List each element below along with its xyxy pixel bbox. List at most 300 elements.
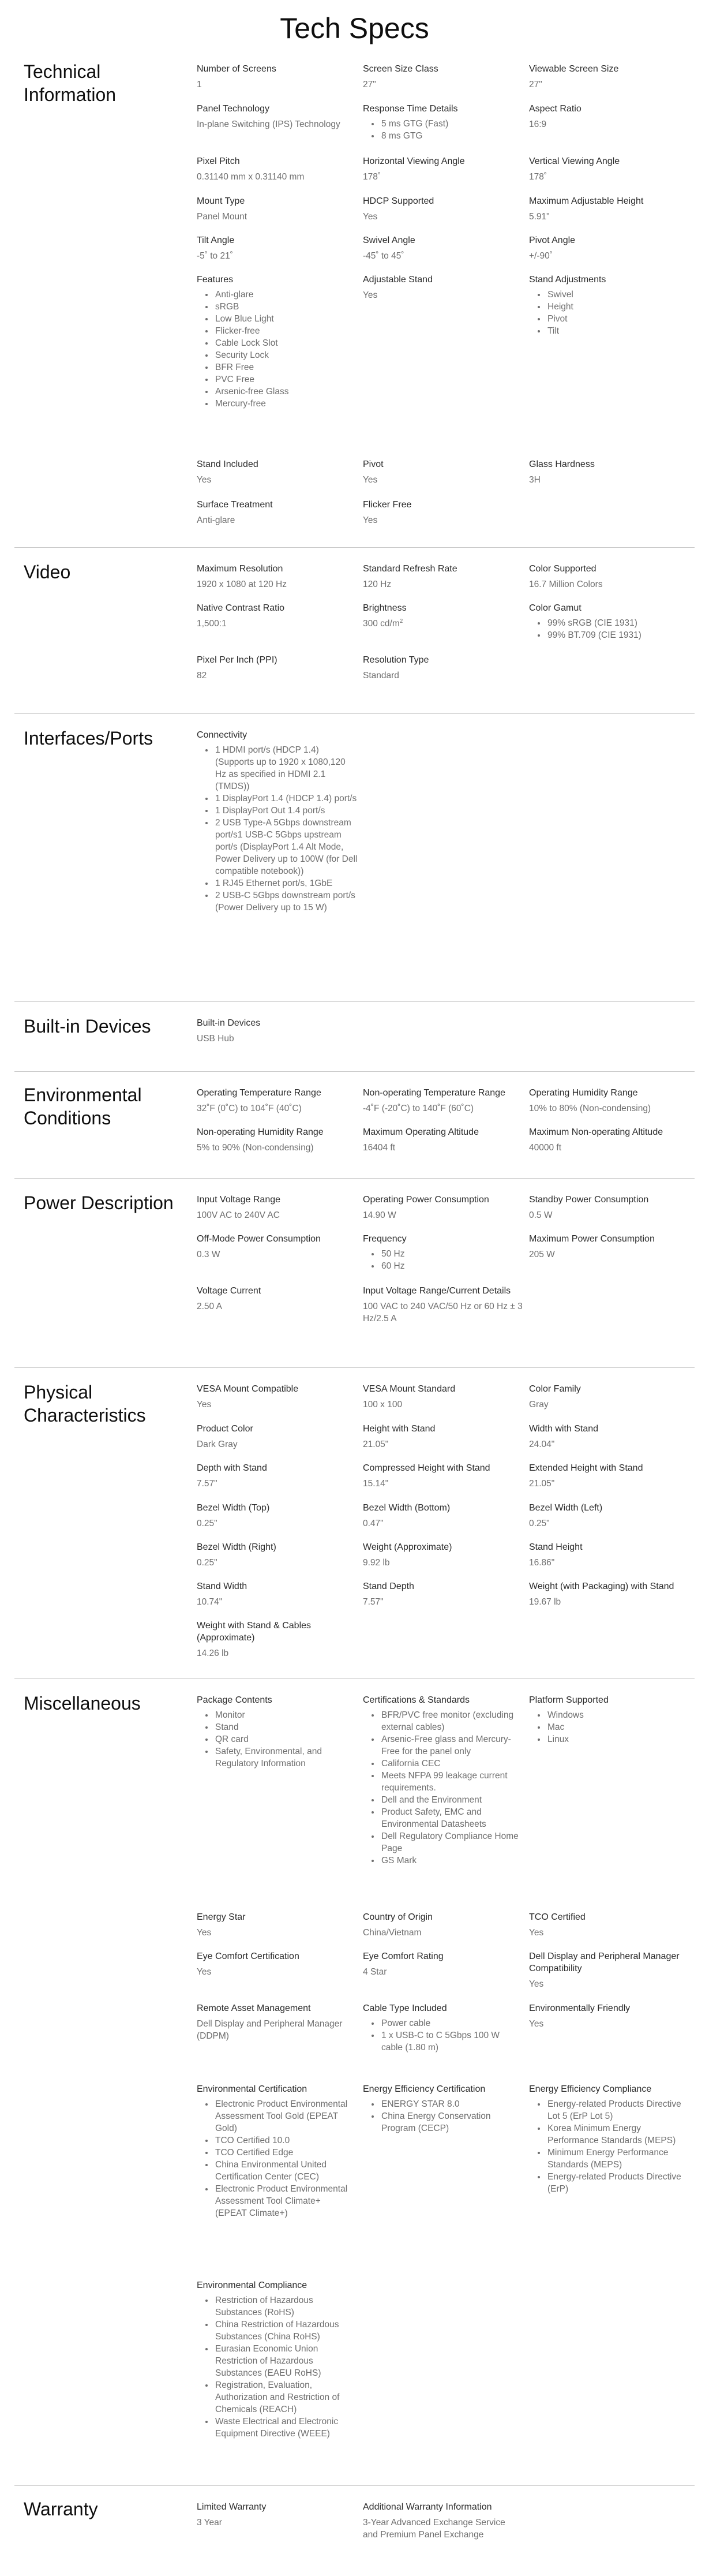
spec-value-list (529, 289, 691, 337)
list-item: • Stand (214, 1721, 347, 1733)
list-item: • Safety, Environmental, and Regulatory Information (214, 1745, 347, 1770)
spec-horizontal-viewing-angle (363, 155, 524, 183)
spec-mount-type (197, 195, 358, 223)
page-title: Tech Specs (280, 12, 429, 44)
spec-weight-with-cables (197, 1620, 347, 1659)
spec-label: Operating Humidity Range (529, 1088, 638, 1098)
spec-value: 21.05" (529, 1479, 555, 1489)
spec-value: Yes (529, 1928, 544, 1938)
spec-operating-humidity (529, 1087, 691, 1115)
spec-label: Weight with Stand & Cables (Approximate) (197, 1621, 312, 1643)
spec-value (363, 618, 524, 630)
spec-resolution-type (363, 654, 524, 682)
list-item: • Mac (546, 1721, 691, 1733)
spec-label: Eye Comfort Rating (363, 1951, 444, 1961)
spec-value: Anti-glare (197, 515, 235, 525)
spec-eye-comfort-rating (363, 1950, 524, 1978)
spec-value: 0.5 W (529, 1210, 553, 1220)
spec-dell-manager-compatibility (529, 1950, 691, 1990)
spec-value-list (197, 2294, 358, 2440)
spec-label: TCO Certified (529, 1912, 586, 1922)
spec-tco-certified (529, 1911, 691, 1939)
spec-label: Operating Power Consumption (363, 1195, 489, 1205)
spec-additional-warranty (363, 2501, 519, 2541)
spec-label: Adjustable Stand (363, 275, 433, 285)
spec-depth-with-stand (197, 1462, 358, 1490)
spec-value: 27" (529, 80, 542, 89)
spec-non-operating-temperature (363, 1087, 524, 1115)
spec-label: Pivot Angle (529, 235, 576, 245)
list-item: • China Energy Conservation Program (CECP) (380, 2110, 524, 2134)
spec-cable-type-included (363, 2002, 524, 2054)
spec-certifications-standards (363, 1694, 524, 1867)
spec-value-list (363, 1709, 519, 1867)
list-item: • Swivel (546, 289, 691, 301)
spec-pixel-pitch (197, 155, 358, 183)
spec-remote-asset-management (197, 2002, 358, 2042)
spec-label: Built-in Devices (197, 1018, 261, 1028)
spec-non-operating-humidity (197, 1126, 358, 1154)
spec-label: Maximum Non-operating Altitude (529, 1127, 663, 1137)
spec-value: +/-90˚ (529, 251, 553, 261)
spec-value-list (197, 1709, 347, 1770)
list-item: • Electronic Product Environmental Assessment Tool Climate+ (EPEAT Climate+) (214, 2183, 352, 2219)
spec-label: Color Supported (529, 564, 597, 574)
brightness-unit-exponent: 2 (399, 618, 403, 625)
spec-value-list (363, 2017, 519, 2054)
spec-label: Input Voltage Range/Current Details (363, 1286, 511, 1296)
spec-value: 100V AC to 240V AC (197, 1210, 280, 1220)
spec-label: Energy Star (197, 1912, 246, 1922)
spec-value: 1920 x 1080 at 120 Hz (197, 579, 287, 589)
spec-value: Dell Display and Peripheral Manager (DDPM) (197, 2019, 343, 2041)
spec-label: Environmentally Friendly (529, 2003, 631, 2013)
list-item: • California CEC (380, 1758, 519, 1770)
spec-value: USB Hub (197, 1034, 234, 1044)
list-item: • Electronic Product Environmental Assessment Tool Gold (EPEAT Gold) (214, 2098, 352, 2134)
spec-value: 5% to 90% (Non-condensing) (197, 1143, 314, 1153)
spec-environmental-compliance (197, 2279, 358, 2440)
spec-label: Pixel Pitch (197, 156, 240, 166)
spec-label: Tilt Angle (197, 235, 235, 245)
list-item: • Korea Minimum Energy Performance Standards (MEPS) (546, 2122, 691, 2147)
spec-input-voltage (197, 1194, 358, 1221)
spec-max-operating-altitude (363, 1126, 524, 1154)
spec-response-time (363, 103, 524, 142)
spec-number-of-screens (197, 63, 358, 91)
spec-label: Standby Power Consumption (529, 1195, 649, 1205)
spec-value: Gray (529, 1400, 549, 1409)
list-item: • Eurasian Economic Union Restriction of Hazardous Substances (EAEU RoHS) (214, 2343, 358, 2379)
list-item: • Tilt (546, 325, 691, 337)
spec-label: Mount Type (197, 196, 245, 206)
spec-platform-supported (529, 1694, 691, 1745)
spec-value: 14.26 lb (197, 1648, 229, 1658)
section-title: Built-in Devices (24, 1016, 151, 1037)
list-item: • 1 DisplayPort 1.4 (HDCP 1.4) port/s (214, 792, 358, 805)
spec-label: Stand Included (197, 459, 258, 469)
spec-vesa-compatible (197, 1383, 358, 1411)
spec-label: Color Gamut (529, 603, 582, 613)
spec-label: Compressed Height with Stand (363, 1463, 490, 1473)
spec-label: Bezel Width (Bottom) (363, 1503, 451, 1513)
list-item: • Flicker-free (214, 325, 358, 337)
list-item: • Restriction of Hazardous Substances (RoHS) (214, 2294, 358, 2319)
list-item: • Energy-related Products Directive Lot 5 (ErP Lot 5) (546, 2098, 691, 2122)
spec-value: 3 Year (197, 2518, 222, 2528)
spec-value: 5.91" (529, 212, 550, 222)
list-item: • 5 ms GTG (Fast) (380, 118, 524, 130)
section-power-description (14, 1179, 695, 1368)
spec-value: 3-Year Advanced Exchange Service and Premium Panel Exchange (363, 2518, 505, 2540)
spec-value: Yes (529, 2019, 544, 2029)
spec-value: 0.47" (363, 1519, 384, 1528)
spec-value: 7.57" (197, 1479, 217, 1489)
spec-value: 1 (197, 80, 202, 89)
spec-value: 0.25" (197, 1519, 217, 1528)
section-title: Video (24, 562, 71, 582)
list-item: • Energy-related Products Directive (ErP) (546, 2171, 691, 2195)
spec-label: Non-operating Humidity Range (197, 1127, 324, 1137)
spec-label: Pivot (363, 459, 384, 469)
spec-label: Non-operating Temperature Range (363, 1088, 505, 1098)
spec-refresh-rate (363, 563, 524, 590)
spec-value: China/Vietnam (363, 1928, 422, 1938)
spec-color-family (529, 1383, 691, 1411)
spec-value: Yes (197, 1928, 212, 1938)
spec-value-list (197, 744, 358, 914)
spec-bezel-left (529, 1502, 691, 1530)
spec-color-supported (529, 563, 691, 590)
spec-value: 7.57" (363, 1597, 384, 1607)
list-item: • China Restriction of Hazardous Substances (China RoHS) (214, 2319, 358, 2343)
spec-value: 19.67 lb (529, 1597, 561, 1607)
spec-features (197, 274, 358, 410)
spec-label: Weight (Approximate) (363, 1542, 452, 1552)
spec-value-list (197, 289, 358, 410)
spec-hdcp-supported (363, 195, 524, 223)
section-video (14, 548, 695, 714)
list-item: • 1 DisplayPort Out 1.4 port/s (214, 805, 358, 817)
spec-glass-hardness (529, 458, 691, 486)
spec-value: Yes (197, 475, 212, 485)
spec-energy-efficiency-certification (363, 2083, 524, 2134)
spec-label: Stand Height (529, 1542, 583, 1552)
spec-surface-treatment (197, 499, 358, 526)
spec-height-with-stand (363, 1423, 524, 1450)
list-item: • Height (546, 301, 691, 313)
spec-label: Bezel Width (Top) (197, 1503, 270, 1513)
spec-label: Native Contrast Ratio (197, 603, 285, 613)
section-title: Physical Characteristics (24, 1382, 146, 1426)
spec-value-list (197, 2098, 352, 2219)
spec-label: Package Contents (197, 1695, 272, 1705)
spec-product-color (197, 1423, 358, 1450)
spec-label: Platform Supported (529, 1695, 609, 1705)
spec-label: Resolution Type (363, 655, 429, 665)
section-title: Power Description (24, 1192, 174, 1213)
spec-label: Input Voltage Range (197, 1195, 281, 1205)
spec-value: 16:9 (529, 119, 547, 129)
spec-eye-comfort-certification (197, 1950, 358, 1978)
spec-label: Height with Stand (363, 1424, 436, 1434)
spec-label: Aspect Ratio (529, 104, 582, 114)
list-item: • China Environmental United Certification Center (CEC) (214, 2159, 352, 2183)
spec-label: Remote Asset Management (197, 2003, 311, 2013)
spec-ppi (197, 654, 358, 682)
spec-energy-star (197, 1911, 358, 1939)
spec-label: Depth with Stand (197, 1463, 267, 1473)
spec-label: Screen Size Class (363, 64, 438, 74)
spec-input-voltage-details (363, 1285, 524, 1325)
spec-label: Connectivity (197, 730, 247, 740)
spec-label: Additional Warranty Information (363, 2502, 492, 2512)
spec-bezel-right (197, 1541, 358, 1569)
spec-off-mode-power (197, 1233, 358, 1261)
list-item: • Monitor (214, 1709, 347, 1721)
section-title: Warranty (24, 2499, 98, 2519)
spec-label: Certifications & Standards (363, 1695, 470, 1705)
list-item: • TCO Certified 10.0 (214, 2134, 352, 2147)
spec-value: Yes (197, 1967, 212, 1977)
spec-tilt-angle (197, 234, 358, 262)
spec-label: Stand Adjustments (529, 275, 606, 285)
spec-extended-height (529, 1462, 691, 1490)
section-title: Technical Information (24, 61, 117, 105)
list-item: • Anti-glare (214, 289, 358, 301)
spec-viewable-screen-size (529, 63, 691, 91)
spec-label: VESA Mount Compatible (197, 1384, 299, 1394)
spec-bezel-top (197, 1502, 358, 1530)
spec-value: 0.31140 mm x 0.31140 mm (197, 172, 305, 182)
spec-label: Voltage Current (197, 1286, 261, 1296)
list-item: • 60 Hz (380, 1260, 524, 1272)
list-item: • Cable Lock Slot (214, 337, 358, 349)
list-item: • 50 Hz (380, 1248, 524, 1260)
spec-contrast-ratio (197, 602, 358, 630)
spec-label: Horizontal Viewing Angle (363, 156, 465, 166)
spec-value: 0.3 W (197, 1250, 220, 1259)
list-item: • TCO Certified Edge (214, 2147, 352, 2159)
section-environmental-conditions (14, 1072, 695, 1179)
spec-value: Panel Mount (197, 212, 247, 222)
spec-label: Stand Width (197, 1582, 247, 1591)
list-item: • Power cable (380, 2017, 519, 2029)
spec-label: Viewable Screen Size (529, 64, 619, 74)
spec-value: 100 VAC to 240 VAC/50 Hz or 60 Hz ± 3 Hz/2.5 A (363, 1302, 523, 1323)
list-item: • Product Safety, EMC and Environmental Datasheets (380, 1806, 519, 1830)
list-item: • Windows (546, 1709, 691, 1721)
spec-stand-width (197, 1580, 358, 1608)
spec-value-list (363, 2098, 524, 2134)
spec-value: Yes (363, 290, 378, 300)
spec-adjustable-stand (363, 274, 524, 301)
list-item: • 8 ms GTG (380, 130, 524, 142)
list-item: • 99% sRGB (CIE 1931) (546, 617, 691, 629)
spec-weight-approximate (363, 1541, 524, 1569)
spec-label: Flicker Free (363, 500, 412, 510)
spec-label: Brightness (363, 603, 407, 613)
spec-label: Environmental Certification (197, 2084, 307, 2094)
spec-operating-power (363, 1194, 524, 1221)
spec-label: Energy Efficiency Compliance (529, 2084, 652, 2094)
spec-value: 205 W (529, 1250, 555, 1259)
spec-connectivity (197, 729, 358, 914)
spec-stand-height (529, 1541, 691, 1569)
brightness-value: 300 cd/m (363, 619, 400, 629)
spec-environmentally-friendly (529, 2002, 691, 2030)
list-item: • Linux (546, 1733, 691, 1745)
list-item: • GS Mark (380, 1855, 519, 1867)
spec-flicker-free (363, 499, 524, 526)
spec-value-list (529, 2098, 691, 2195)
spec-built-in-devices (197, 1017, 358, 1045)
spec-label: Panel Technology (197, 104, 270, 114)
spec-value: 10.74" (197, 1597, 223, 1607)
spec-value: 14.90 W (363, 1210, 396, 1220)
spec-label: Bezel Width (Left) (529, 1503, 603, 1513)
spec-value: Yes (363, 212, 378, 222)
list-item: • sRGB (214, 301, 358, 313)
spec-value: 16404 ft (363, 1143, 396, 1153)
list-item: • Arsenic-Free glass and Mercury-Free for the panel only (380, 1733, 519, 1758)
spec-value: 16.7 Million Colors (529, 579, 603, 589)
spec-label: Swivel Angle (363, 235, 415, 245)
spec-label: Surface Treatment (197, 500, 273, 510)
spec-label: Maximum Operating Altitude (363, 1127, 479, 1137)
spec-value: 1,500:1 (197, 619, 227, 629)
spec-label: Off-Mode Power Consumption (197, 1234, 321, 1244)
section-title: Interfaces/Ports (24, 728, 153, 749)
section-built-in-devices (14, 1002, 695, 1072)
spec-value: 0.25" (197, 1558, 217, 1568)
list-item: • Minimum Energy Performance Standards (MEPS) (546, 2147, 691, 2171)
spec-panel-technology (197, 103, 358, 130)
spec-label: Country of Origin (363, 1912, 433, 1922)
spec-label: Energy Efficiency Certification (363, 2084, 486, 2094)
spec-brightness (363, 602, 524, 630)
spec-label: Operating Temperature Range (197, 1088, 321, 1098)
section-technical-information (14, 47, 695, 548)
list-item: • Dell Regulatory Compliance Home Page (380, 1830, 519, 1855)
spec-value: 10% to 80% (Non-condensing) (529, 1104, 651, 1113)
spec-label: Response Time Details (363, 104, 458, 114)
spec-operating-temperature (197, 1087, 358, 1115)
spec-value: Standard (363, 671, 399, 681)
spec-stand-depth (363, 1580, 524, 1608)
spec-value: 40000 ft (529, 1143, 562, 1153)
spec-value-list (529, 1709, 691, 1745)
spec-pivot-angle (529, 234, 691, 262)
spec-label: Maximum Power Consumption (529, 1234, 655, 1244)
spec-value: -45˚ to 45˚ (363, 251, 404, 261)
section-title: Miscellaneous (24, 1693, 141, 1714)
spec-label: Pixel Per Inch (PPI) (197, 655, 277, 665)
spec-vesa-standard (363, 1383, 524, 1411)
spec-screen-size-class (363, 63, 524, 91)
spec-value: 24.04" (529, 1440, 555, 1449)
spec-value: 16.86" (529, 1558, 555, 1568)
list-item: • Meets NFPA 99 leakage current requirements. (380, 1770, 519, 1794)
spec-value-list (363, 1248, 524, 1272)
spec-value: Yes (197, 1400, 212, 1409)
spec-label: Extended Height with Stand (529, 1463, 643, 1473)
spec-standby-power (529, 1194, 691, 1221)
spec-value: 2.50 A (197, 1302, 222, 1311)
spec-bezel-bottom (363, 1502, 524, 1530)
spec-value-list (529, 617, 691, 641)
list-item: • Dell and the Environment (380, 1794, 519, 1806)
spec-value: 0.25" (529, 1519, 550, 1528)
spec-value: Yes (363, 515, 378, 525)
spec-value: 3H (529, 475, 541, 485)
spec-max-non-operating-altitude (529, 1126, 691, 1154)
spec-value: 178˚ (529, 172, 547, 182)
spec-label: Standard Refresh Rate (363, 564, 457, 574)
spec-value: 120 Hz (363, 579, 392, 589)
list-item: • 2 USB Type-A 5Gbps downstream port/s1 USB-C 5Gbps upstream port/s (DisplayPort 1.4 Alt Mode, Power Delivery up to 100W (for Dell compatible notebook)) (214, 817, 358, 877)
section-miscellaneous (14, 1679, 695, 2486)
spec-label: Bezel Width (Right) (197, 1542, 276, 1552)
list-item: • QR card (214, 1733, 347, 1745)
spec-value: In-plane Switching (IPS) Technology (197, 119, 340, 129)
spec-package-contents (197, 1694, 358, 1770)
list-item: • 2 USB-C 5Gbps downstream port/s (Power Delivery up to 15 W) (214, 889, 358, 914)
list-item: • Low Blue Light (214, 313, 358, 325)
spec-aspect-ratio (529, 103, 691, 130)
spec-value: 9.92 lb (363, 1558, 390, 1568)
spec-max-resolution (197, 563, 358, 590)
spec-limited-warranty (197, 2501, 358, 2529)
spec-vertical-viewing-angle (529, 155, 691, 183)
list-item: • 1 x USB-C to C 5Gbps 100 W cable (1.80 m) (380, 2029, 519, 2054)
spec-label: Eye Comfort Certification (197, 1951, 299, 1961)
spec-voltage-current (197, 1285, 358, 1313)
spec-value: 15.14" (363, 1479, 389, 1489)
section-warranty (14, 2486, 695, 2561)
spec-label: Maximum Resolution (197, 564, 283, 574)
spec-label: Dell Display and Peripheral Manager Compatibility (529, 1951, 680, 1973)
list-item: • Security Lock (214, 349, 358, 361)
spec-label: Limited Warranty (197, 2502, 267, 2512)
spec-environmental-certification (197, 2083, 358, 2219)
spec-stand-adjustments (529, 274, 691, 337)
spec-swivel-angle (363, 234, 524, 262)
spec-width-with-stand (529, 1423, 691, 1450)
spec-label: Frequency (363, 1234, 407, 1244)
spec-value: 21.05" (363, 1440, 389, 1449)
spec-value: Yes (529, 1979, 544, 1989)
list-item: • Mercury-free (214, 398, 358, 410)
list-item: • 99% BT.709 (CIE 1931) (546, 629, 691, 641)
spec-label: Number of Screens (197, 64, 276, 74)
spec-label: VESA Mount Standard (363, 1384, 456, 1394)
list-item: • PVC Free (214, 373, 358, 386)
spec-color-gamut (529, 602, 691, 641)
list-item: • ENERGY STAR 8.0 (380, 2098, 524, 2110)
spec-value: 82 (197, 671, 207, 681)
section-physical-characteristics (14, 1368, 695, 1679)
spec-label: Stand Depth (363, 1582, 414, 1591)
list-item: • Registration, Evaluation, Authorization and Restriction of Chemicals (REACH) (214, 2379, 358, 2416)
spec-stand-included (197, 458, 358, 486)
list-item: • Arsenic-free Glass (214, 386, 358, 398)
spec-value: Yes (363, 475, 378, 485)
spec-label: Product Color (197, 1424, 253, 1434)
spec-label: Weight (with Packaging) with Stand (529, 1582, 674, 1591)
spec-label: Color Family (529, 1384, 581, 1394)
section-interfaces-ports (14, 714, 695, 1002)
